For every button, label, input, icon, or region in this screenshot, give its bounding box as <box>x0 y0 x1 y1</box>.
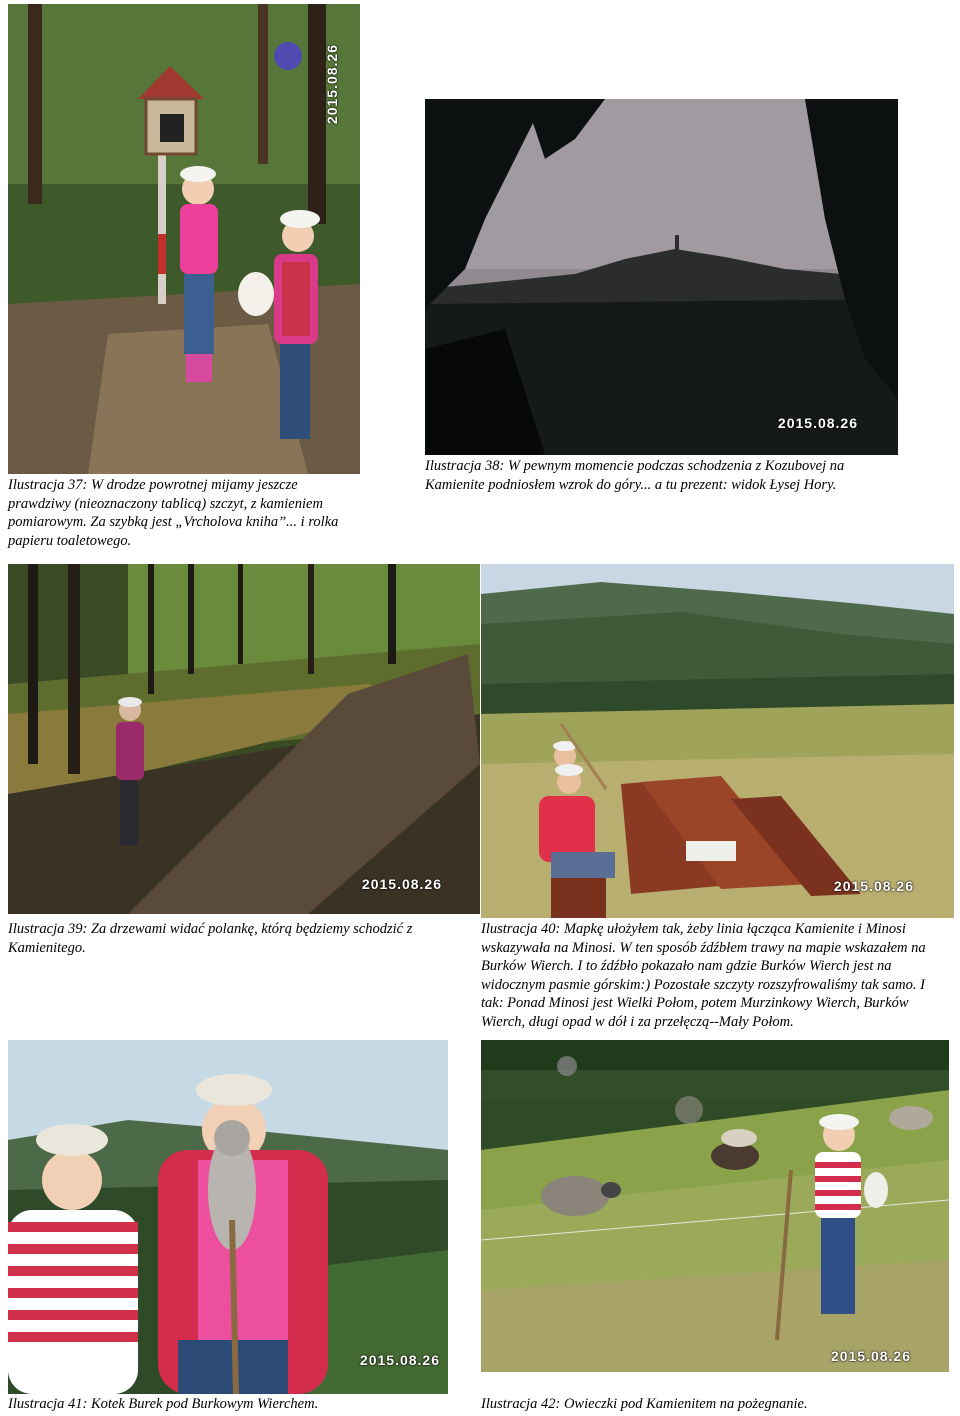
date-stamp: 2015.08.26 <box>324 44 340 125</box>
date-stamp: 2015.08.26 <box>830 1348 911 1364</box>
caption-39: Ilustracja 39: Za drzewami widać polankę, którą będziemy schodzić z Kamienitego. <box>8 921 413 956</box>
date-stamp: 2015.08.26 <box>833 878 914 894</box>
caption-40: Ilustracja 40: Mapkę ułożyłem tak, żeby linia łącząca Kamienite i Minosi wskazywała na Minosi. W ten sposób źdźbłem trawy na mapie wskazałem na Burków Wierch. I to źdźbło pokazało nam gdzie Burków Wierch jest na widocznym pasmie górskim:) Pozostałe szczyty rozszyfrowaliśmy tak samo. I tak: Ponad Minosi jest Wielki Połom, potem Murzinkowy Wierch, Burków Wierch, długi opad w dół i za przełęczą--Mały Połom. <box>481 921 926 1030</box>
date-stamp: 2015.08.26 <box>777 415 858 431</box>
date-stamp: 2015.08.26 <box>361 876 442 892</box>
caption-42: Ilustracja 42: Owieczki pod Kamienitem na pożegnanie. <box>481 1396 808 1412</box>
photo-42-sheep-meadow <box>481 1040 949 1372</box>
photo-39-forest-road <box>8 564 480 914</box>
date-stamp: 2015.08.26 <box>359 1352 440 1368</box>
caption-37: Ilustracja 37: W drodze powrotnej mijamy jeszcze prawdziwy (nieoznaczony tablicą) szczyt, z kamieniem pomiarowym. Za szybką jest „Vrcholova kniha”... i rolka papieru toaletowego. <box>8 477 339 549</box>
caption-41: Ilustracja 41: Kotek Burek pod Burkowym Wierchem. <box>8 1396 319 1412</box>
photo-40-picnic-table <box>481 564 954 918</box>
caption-38: Ilustracja 38: W pewnym momencie podczas schodzenia z Kozubovej na Kamienite podniosłem wzrok do góry... a tu prezent: widok Łysej Hory. <box>425 458 845 493</box>
photo-38-mountain-view <box>425 99 898 455</box>
photo-37-summit-box <box>8 4 360 474</box>
photo-41-girls-with-cat <box>8 1040 448 1394</box>
